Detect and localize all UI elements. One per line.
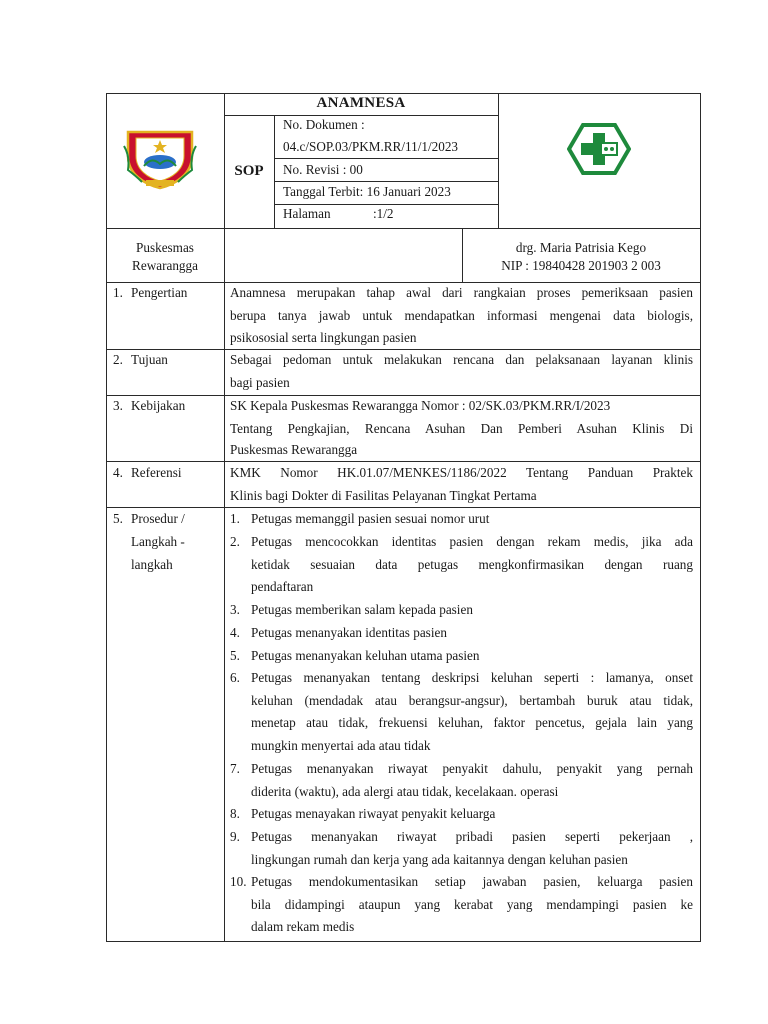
step-text: Petugas memberikan salam kepada pasien xyxy=(251,602,473,617)
pengertian-line: Anamnesa merupakan tahap awal dari rangkaian proses pemeriksaan pasien xyxy=(230,285,693,300)
section-number: 3. xyxy=(113,398,123,413)
step-text: Petugas menanyakan tentang deskripsi keluhan seperti : lamanya, onset xyxy=(251,670,693,685)
step-text: keluhan (mendadak atau berangsur-angsur), bertambah buruk atau tidak, xyxy=(251,693,693,708)
section-label-prosedur: Langkah - xyxy=(131,534,185,549)
step-text: Petugas mencocokkan identitas pasien dengan rekam medis, jika ada xyxy=(251,534,693,549)
step-number: 7. xyxy=(230,761,240,776)
step-number: 9. xyxy=(230,829,240,844)
organization-name-line1: Puskesmas xyxy=(136,240,194,255)
head-name: drg. Maria Patrisia Kego xyxy=(515,240,647,255)
section-label-referensi: Referensi xyxy=(131,465,182,480)
kebijakan-line: SK Kepala Puskesmas Rewarangga Nomor : 02/SK.03/PKM.RR/I/2023 xyxy=(230,398,611,413)
section-number: 4. xyxy=(113,465,123,480)
referensi-line: KMK Nomor HK.01.07/MENKES/1186/2022 Tentang Panduan Praktek xyxy=(230,465,693,480)
puskesmas-cross-icon xyxy=(567,123,631,175)
pengertian-line: berupa tanya jawab untuk mendapatkan informasi mengenai data biologis, xyxy=(230,308,693,323)
step-text: Petugas mendokumentasikan setiap jawaban pasien, keluarga pasien xyxy=(251,874,693,889)
section-number: 2. xyxy=(113,352,123,367)
sop-label: SOP xyxy=(234,163,264,179)
step-text: bila didampingi ataupun yang kerabat yang mendampingi pasien ke xyxy=(251,897,693,912)
step-text: Petugas menanyakan identitas pasien xyxy=(251,625,447,640)
page-value: :1/2 xyxy=(373,206,394,221)
step-number: 5. xyxy=(230,648,240,663)
step-text: mungkin menyertai ada atau tidak xyxy=(251,738,431,753)
step-text: lingkungan rumah dan kerja yang ada kaitannya dengan keluhan pasien xyxy=(251,852,628,867)
step-text: Petugas menayakan riwayat penyakit keluarga xyxy=(251,806,496,821)
pengertian-line: psikososial serta lingkungan pasien xyxy=(230,330,417,345)
revision-number: No. Revisi : 00 xyxy=(283,162,363,177)
page-label: Halaman xyxy=(283,206,331,221)
step-number: 3. xyxy=(230,602,240,617)
step-number: 2. xyxy=(230,534,240,549)
step-text: Petugas menanyakan riwayat pribadi pasien seperti pekerjaan , xyxy=(251,829,693,844)
step-text: diderita (waktu), ada alergi atau tidak, kecelakaan. operasi xyxy=(251,784,559,799)
step-text: ketidak sesuaian data petugas mengkonfirmasikan dengan ruang xyxy=(251,557,693,572)
issue-date: Tanggal Terbit: 16 Januari 2023 xyxy=(283,184,451,199)
tujuan-line: Sebagai pedoman untuk melakukan rencana dan pelaksanaan layanan klinis xyxy=(230,352,693,367)
step-text: pendaftaran xyxy=(251,579,314,594)
step-text: Petugas memanggil pasien sesuai nomor urut xyxy=(251,511,490,526)
step-number: 10. xyxy=(230,874,247,889)
section-label-tujuan: Tujuan xyxy=(131,352,168,367)
doc-number-label: No. Dokumen : xyxy=(283,117,365,132)
section-label-pengertian: Pengertian xyxy=(131,285,188,300)
head-nip: NIP : 19840428 201903 2 003 xyxy=(501,258,661,273)
step-text: dalam rekam medis xyxy=(251,919,355,934)
section-number: 1. xyxy=(113,285,123,300)
step-text: Petugas menanyakan keluhan utama pasien xyxy=(251,648,480,663)
section-number: 5. xyxy=(113,511,123,526)
section-label-prosedur: Prosedur / xyxy=(131,511,185,526)
tujuan-line: bagi pasien xyxy=(230,375,290,390)
step-number: 6. xyxy=(230,670,240,685)
kebijakan-line: Tentang Pengkajian, Rencana Asuhan Dan Pemberi Asuhan Klinis Di xyxy=(230,421,693,436)
doc-number-value: 04.c/SOP.03/PKM.RR/11/1/2023 xyxy=(283,139,459,154)
referensi-line: Klinis bagi Dokter di Fasilitas Pelayanan Tingkat Pertama xyxy=(230,488,537,503)
document-title: ANAMNESA xyxy=(316,95,406,111)
step-text: Petugas menanyakan riwayat penyakit dahulu, penyakit yang pernah xyxy=(251,761,693,776)
step-text: menetap atau tidak, frekuensi keluhan, faktor pencetus, gejala lain yang xyxy=(251,715,693,730)
step-number: 4. xyxy=(230,625,240,640)
section-label-kebijakan: Kebijakan xyxy=(131,398,186,413)
regency-crest-icon xyxy=(122,126,198,190)
step-number: 1. xyxy=(230,511,240,526)
step-number: 8. xyxy=(230,806,240,821)
section-label-prosedur: langkah xyxy=(131,557,173,572)
organization-name-line2: Rewarangga xyxy=(132,258,198,273)
kebijakan-line: Puskesmas Rewarangga xyxy=(230,442,358,457)
